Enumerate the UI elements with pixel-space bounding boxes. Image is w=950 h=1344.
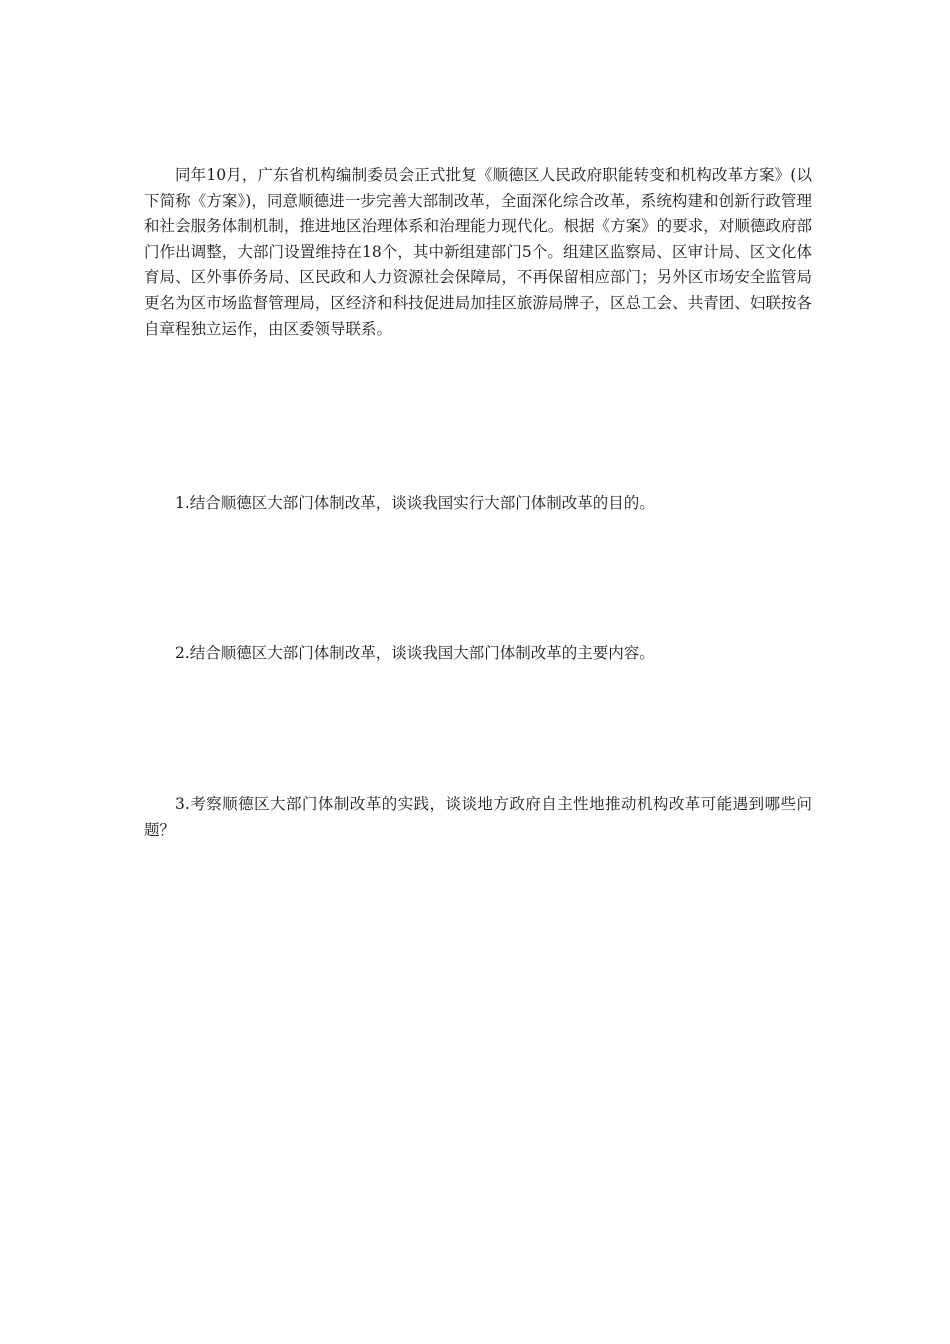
question-1: 1.结合顺德区大部门体制改革，谈谈我国实行大部门体制改革的目的。 — [175, 494, 655, 512]
question-2: 2.结合顺德区大部门体制改革，谈谈我国大部门体制改革的主要内容。 — [175, 644, 655, 662]
question-3: 3.考察顺德区大部门体制改革的实践，谈谈地方政府自主性地推动机构改革可能遇到哪些问题？ — [144, 795, 812, 839]
intro-paragraph: 同年10月，广东省机构编制委员会正式批复《顺德区人民政府职能转变和机构改革方案》(以下简称《方案》)，同意顺德进一步完善大部制改革，全面深化综合改革，系统构建和创新行政管理和社会服务体制机制，推进地区治理体系和治理能力现代化。根据《方案》的要求，对顺德政府部门作出调整，大部门设置维持在18个，其中新组建部门5个。组建区监察局、区审计局、区文化体育局、区外事侨务局、区民政和人力资源社会保障局，不再保留相应部门；另外区市场安全监管局更名为区市场监督管理局，区经济和科技促进局加挂区旅游局牌子，区总工会、共青团、妇联按各自章程独立运作，由区委领导联系。 — [144, 166, 812, 338]
